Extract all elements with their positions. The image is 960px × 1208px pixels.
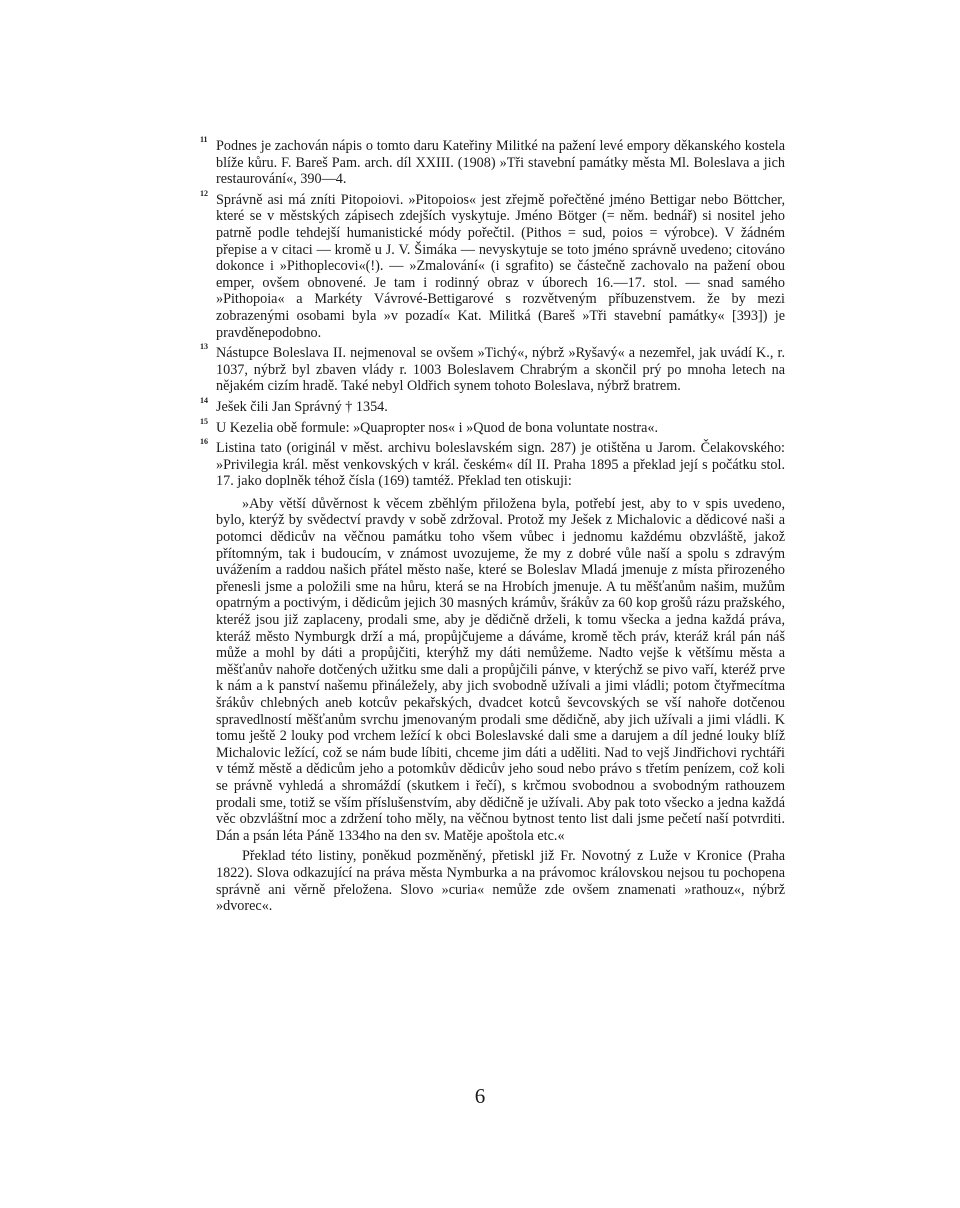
footnote-13 [200,342,785,395]
footnote-text: U Kezelia obě formule: »Quapropter nos« i »Quod de bona voluntate nostra«. [216,419,659,436]
footnote-number: 13 [200,342,208,352]
footnote-16 [200,437,785,490]
footnote-text: Nástupce Boleslava II. nejmenoval se ovšem »Tichý«, nýbrž »Ryšavý« a nezemřel, jak uvádí K., r. 1037, nýbrž byl zbaven vlády r. 1003 Boleslavem Chrabrým a skončil prý po mnoha letech na nějakém cizím hradě. Také nebyl Oldřich synem tohoto Boleslava, nýbrž bratrem. [216,345,785,395]
footnote-number: 15 [200,416,208,426]
footnote-15 [200,416,785,437]
footnote-number: 11 [200,135,208,144]
footnote-number: 14 [200,395,208,405]
footnote-12 [200,188,785,341]
footnote-14 [200,395,785,416]
footnote-number: 16 [200,437,208,447]
footnote-text: Podnes je zachován nápis o tomto daru Kateřiny Militké na pažení levé empory děkanského kostela blíže kůru. F. Bareš Pam. arch. díl XXIII. (1908) »Tři stavební památky města Ml. Boleslava a jich restaurování«, 390—4. [216,138,785,188]
footnote-text: Správně asi má zníti Pitopoiovi. »Pitopoios« jest zřejmě pořečtěné jméno Bettigar nebo Böttcher, které se v městských zápisech zdejších vyskytuje. Jméno Bötger (= něm. bednář) si nositel jeho patrně podle tehdejší humanistické módy pořečtil. (Pithos = sud, poios = výrobce). V žádném přepise a v citaci — kromě u J. V. Šimáka — nevyskytuje se toto jméno správně uvedeno; citováno dokonce i »Pithoplecovi«(!). — »Zmalování« (i sgrafito) se částečně zachovalo na pažení obou emper, ovšem obnovené. Je tam i rodinný obraz v úborech 16.—17. stol. — snad samého »Pithopoia« a Markéty Vávrové-Bettigarové s rozvětveným příbuzenstvem. že by mezi zobrazenými osobami byla »v pozadí« Kat. Militká (Bareš »Tři stavební památky« [393]) je pravděnepodobno. [216,191,785,341]
footnote-text: Ješek čili Jan Správný † 1354. [216,398,388,415]
footnote-number: 12 [200,188,208,198]
footnote-11 [200,135,785,188]
page-number: 6 [474,1084,486,1108]
closing-paragraph [200,848,785,914]
footnotes-page [200,135,785,915]
closing-paragraph-text: Překlad této listiny, poněkud pozměněný, přetiskl již Fr. Novotný z Luže v Kronice (Praha 1822). Slova odkazující na práva města Nymburka a na právomoc královskou nejsou tu pochopena správně ani věrně přeložena. Slovo »curia« nemůže zde ovšem znamenati »rathouz«, nýbrž »dvorec«. [216,848,785,915]
charter-translation-quote: »Aby větší důvěrnost k věcem zběhlým přiložena byla, potřebí jest, aby to v spis uvedeno, bylo, kterýž by svědectví pravdy v sobě zdržoval. Protož my Ješek z Michalovic a dědicové naši a potomci dědicův na věčnou památku toho všem vůbec i jednomu každému obzvláště, jakož přítomným, tak i budoucím, v známost uvozujeme, že my z dobré vůle naší a spolu s zdravým uvážením a raddou našich přátel město naše, které se Boleslav Mladá jmenuje z místa přirozeného přenesli jsme a položili sme na hůru, která se na Hrobích jmenuje. A tu měšťanům našim, mužům opatrným a poctivým, i dědicům jejich 30 masných krámův, šrákův za 60 kop grošů rázu pražského, kteréž jsou již zaplaceny, prodali sme, aby je dědičně drželi, k tomu všecka a jedna každá práva, kteráž město Nymburgk drží a má, propůjčujeme a dáváme, kromě těch práv, kteráž král pán náš může a mohl by dáti a propůjčiti, kterýhž my dáti nemůžeme. Nadto vejše k většímu města a měšťanův nahoře dotčených užitku sme dali a propůjčili pánve, v kterýchž se pivo vaří, kteréž prve k nám a k panství našemu přináležely, aby jich svobodně užívali a jimi vládli; potom čtyřmecítma šrákův chlebných aneb kotcův pekařských, dvadcet kotců ševcovských se vší nahoře dotčenou spravedlností měšťanům svrchu jmenovaným prodali sme dědičně, aby jich užívali a jimi vládli. K tomu ještě 2 louky pod vrchem ležící k obci Boleslavské dali sme a darujem a díl jedné louky blíž Michalovic ležící, což se nám bude líbiti, chceme jim dáti a uděliti. Nad to vejš Jindřichovi rychtáři v témž městě a dědicům jeho a potomkův dědicův jeho soud nebo právo s třetím penízem, což koli se právně vyhledá a shromáždí (skutkem i řečí), s krčmou svobodnou a svobodným rathouzem prodali sme, totiž se vším příslušenstvím, aby dědičně je užívali. Aby pak toto všecko a jedna každá věc obzvláštní moc a zdržení toho měly, na věčnou bytnost tento list dali jsme pečetí naší potvrditi. Dán a psán léta Páně 1334ho na den sv. Matěje apoštola etc.« [216,495,785,844]
footnote-text: Listina tato (originál v měst. archivu boleslavském sign. 287) je otištěna u Jarom. Čelakovského: »Privilegia král. měst venkovských v král. českém« díl II. Praha 1895 a překlad její s počátku stol. 17. jako doplněk téhož čísla (169) tamtéž. Překlad ten otiskuji: [216,440,785,490]
